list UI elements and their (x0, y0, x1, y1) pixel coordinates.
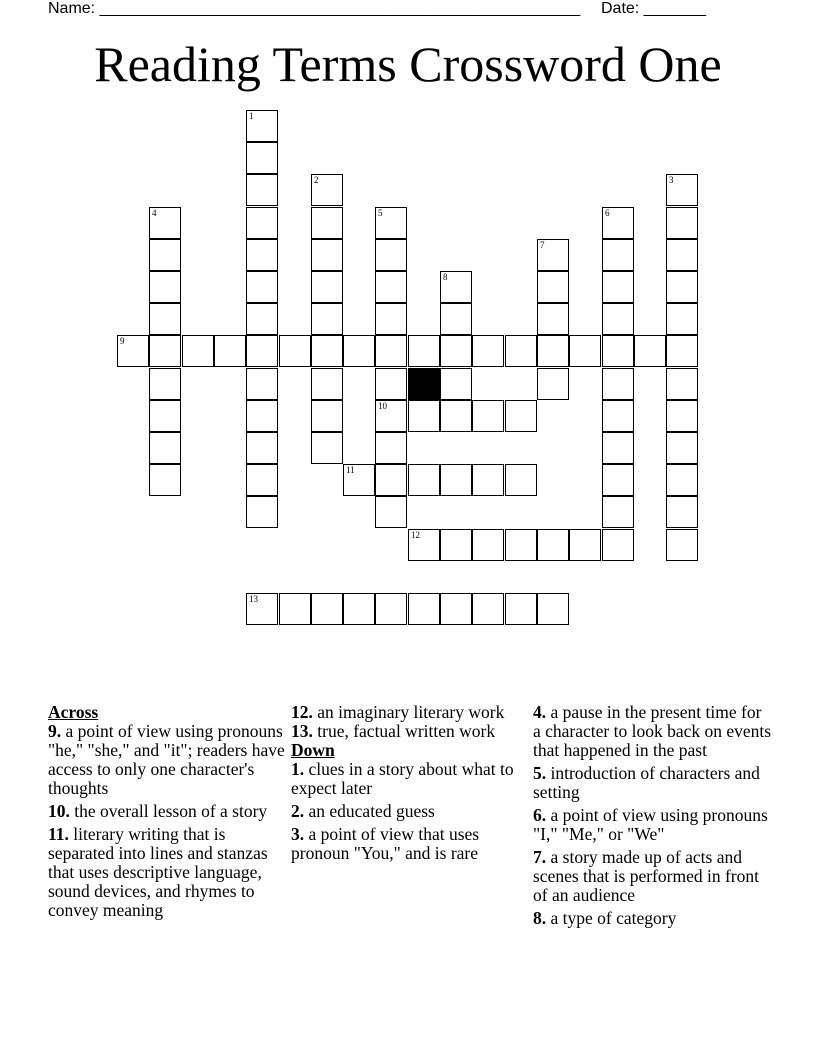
grid-cell[interactable] (311, 207, 343, 239)
grid-cell[interactable] (311, 368, 343, 400)
grid-cell[interactable] (602, 271, 634, 303)
grid-cell[interactable] (117, 335, 149, 367)
clue-down-2: 2. an educated guess (291, 801, 435, 821)
grid-cell[interactable] (149, 271, 181, 303)
clue-down-1: 1. clues in a story about what to expect later (291, 759, 514, 798)
clue-across-11: 11. literary writing that is separated into lines and stanzas that uses descriptive language, sound devices, and rhymes to convey meaning (48, 824, 268, 920)
grid-cell[interactable] (246, 496, 278, 528)
grid-cell[interactable] (634, 335, 666, 367)
grid-cell[interactable] (408, 464, 440, 496)
grid-cell[interactable] (149, 464, 181, 496)
clue-down-4: 4. a pause in the present time for a character to look back on events that happened in the past (533, 702, 772, 760)
grid-cell[interactable] (311, 174, 343, 206)
grid-cell[interactable] (375, 464, 407, 496)
grid-cell[interactable] (246, 464, 278, 496)
grid-cell[interactable] (602, 207, 634, 239)
clue-number: 7 (540, 240, 545, 250)
clue-down-8: 8. a type of category (533, 908, 677, 928)
grid-cell[interactable] (149, 368, 181, 400)
grid-cell[interactable] (246, 174, 278, 206)
grid-cell[interactable] (602, 303, 634, 335)
grid-cell[interactable] (214, 335, 246, 367)
grid-cell[interactable] (505, 529, 537, 561)
clues-column-2 (291, 703, 523, 867)
grid-cell[interactable] (375, 400, 407, 432)
grid-cell[interactable] (149, 400, 181, 432)
grid-cell[interactable] (246, 239, 278, 271)
grid-cell[interactable] (505, 400, 537, 432)
grid-cell[interactable] (505, 464, 537, 496)
grid-cell[interactable] (666, 368, 698, 400)
grid-cell[interactable] (440, 464, 472, 496)
grid-cell[interactable] (569, 529, 601, 561)
grid-cell[interactable] (279, 335, 311, 367)
grid-cell[interactable] (246, 303, 278, 335)
grid-cell[interactable] (440, 400, 472, 432)
grid-cell[interactable] (149, 303, 181, 335)
grid-cell[interactable] (375, 271, 407, 303)
grid-cell[interactable] (666, 335, 698, 367)
grid-cell[interactable] (537, 303, 569, 335)
grid-cell[interactable] (440, 368, 472, 400)
grid-cell[interactable] (472, 400, 504, 432)
grid-cell[interactable] (472, 335, 504, 367)
grid-cell[interactable] (602, 529, 634, 561)
grid-cell[interactable] (246, 368, 278, 400)
grid-cell[interactable] (440, 529, 472, 561)
grid-cell[interactable] (246, 207, 278, 239)
page-title: Reading Terms Crossword One (94, 36, 722, 92)
grid-cell[interactable] (375, 496, 407, 528)
clue-number: 12 (411, 530, 420, 540)
grid-cell[interactable] (440, 303, 472, 335)
grid-cell[interactable] (246, 110, 278, 142)
grid-cell[interactable] (472, 593, 504, 625)
clue-across-10: 10. the overall lesson of a story (48, 801, 268, 821)
grid-cell[interactable] (311, 432, 343, 464)
grid-cell[interactable] (602, 464, 634, 496)
grid-cell[interactable] (666, 400, 698, 432)
grid-cell[interactable] (246, 432, 278, 464)
grid-cell[interactable] (440, 335, 472, 367)
date-field[interactable]: _______ (643, 0, 706, 17)
grid-cell[interactable] (602, 239, 634, 271)
grid-cell[interactable] (375, 207, 407, 239)
clue-number: 13 (249, 594, 258, 604)
grid-cell[interactable] (311, 400, 343, 432)
grid-cell[interactable] (182, 335, 214, 367)
grid-cell[interactable] (602, 432, 634, 464)
grid-cell[interactable] (408, 593, 440, 625)
clue-number: 11 (346, 465, 355, 475)
clues-column-3 (533, 703, 773, 932)
grid-cell[interactable] (311, 303, 343, 335)
blocked-cell (408, 368, 440, 400)
grid-cell[interactable] (537, 271, 569, 303)
grid-cell[interactable] (246, 400, 278, 432)
grid-cell[interactable] (343, 464, 375, 496)
grid-cell[interactable] (375, 432, 407, 464)
grid-cell[interactable] (537, 335, 569, 367)
grid-cell[interactable] (279, 593, 311, 625)
grid-cell[interactable] (505, 335, 537, 367)
grid-cell[interactable] (537, 239, 569, 271)
grid-cell[interactable] (666, 529, 698, 561)
clue-number: 10 (378, 401, 387, 411)
clue-across-12: 12. an imaginary literary work (291, 702, 505, 722)
grid-cell[interactable] (149, 239, 181, 271)
clue-number: 8 (443, 272, 448, 282)
grid-cell[interactable] (569, 335, 601, 367)
grid-cell[interactable] (666, 496, 698, 528)
grid-cell[interactable] (343, 335, 375, 367)
grid-cell[interactable] (375, 303, 407, 335)
clue-across-9: 9. a point of view using pronouns "he," "she," and "it"; readers have access to only one character's thoughts (48, 721, 285, 798)
clues-column-1 (48, 703, 286, 924)
clue-number: 5 (378, 208, 383, 218)
grid-cell[interactable] (537, 529, 569, 561)
grid-cell[interactable] (666, 174, 698, 206)
grid-cell[interactable] (246, 593, 278, 625)
grid-cell[interactable] (602, 400, 634, 432)
grid-cell[interactable] (311, 335, 343, 367)
grid-cell[interactable] (537, 368, 569, 400)
grid-cell[interactable] (311, 239, 343, 271)
grid-cell[interactable] (440, 271, 472, 303)
grid-cell[interactable] (375, 239, 407, 271)
clue-down-7: 7. a story made up of acts and scenes that is performed in front of an audience (533, 847, 759, 905)
grid-cell[interactable] (246, 142, 278, 174)
grid-cell[interactable] (537, 593, 569, 625)
grid-cell[interactable] (246, 271, 278, 303)
grid-cell[interactable] (666, 464, 698, 496)
clue-down-6: 6. a point of view using pronouns "I," "Me," or "We" (533, 805, 768, 844)
grid-cell[interactable] (408, 400, 440, 432)
grid-cell[interactable] (311, 271, 343, 303)
clue-across-13: 13. true, factual written work (291, 721, 496, 741)
clue-number: 3 (669, 175, 674, 185)
grid-cell[interactable] (149, 207, 181, 239)
grid-cell[interactable] (149, 335, 181, 367)
grid-cell[interactable] (602, 496, 634, 528)
grid-cell[interactable] (375, 593, 407, 625)
grid-cell[interactable] (472, 529, 504, 561)
grid-cell[interactable] (375, 335, 407, 367)
grid-cell[interactable] (149, 432, 181, 464)
grid-cell[interactable] (666, 303, 698, 335)
grid-cell[interactable] (472, 464, 504, 496)
grid-cell[interactable] (246, 335, 278, 367)
grid-cell[interactable] (408, 335, 440, 367)
name-field[interactable]: ______________________________________________________ (99, 0, 581, 17)
grid-cell[interactable] (666, 432, 698, 464)
grid-cell[interactable] (666, 239, 698, 271)
across-heading: Across (48, 702, 99, 722)
clue-number: 4 (152, 208, 157, 218)
clue-number: 1 (249, 111, 254, 121)
down-heading: Down (291, 740, 335, 760)
grid-cell[interactable] (602, 368, 634, 400)
grid-cell[interactable] (666, 207, 698, 239)
grid-cell[interactable] (440, 593, 472, 625)
clue-down-5: 5. introduction of characters and setting (533, 763, 760, 802)
clue-number: 9 (120, 336, 125, 346)
grid-cell[interactable] (408, 529, 440, 561)
clue-number: 2 (314, 175, 319, 185)
grid-cell[interactable] (602, 335, 634, 367)
grid-cell[interactable] (666, 271, 698, 303)
date-label: Date: (601, 0, 640, 17)
grid-cell[interactable] (375, 368, 407, 400)
name-label: Name: (48, 0, 96, 17)
grid-cell[interactable] (311, 593, 343, 625)
grid-cell[interactable] (343, 593, 375, 625)
clue-number: 6 (605, 208, 610, 218)
clue-down-3: 3. a point of view that uses pronoun "You," and is rare (291, 824, 480, 863)
grid-cell[interactable] (505, 593, 537, 625)
